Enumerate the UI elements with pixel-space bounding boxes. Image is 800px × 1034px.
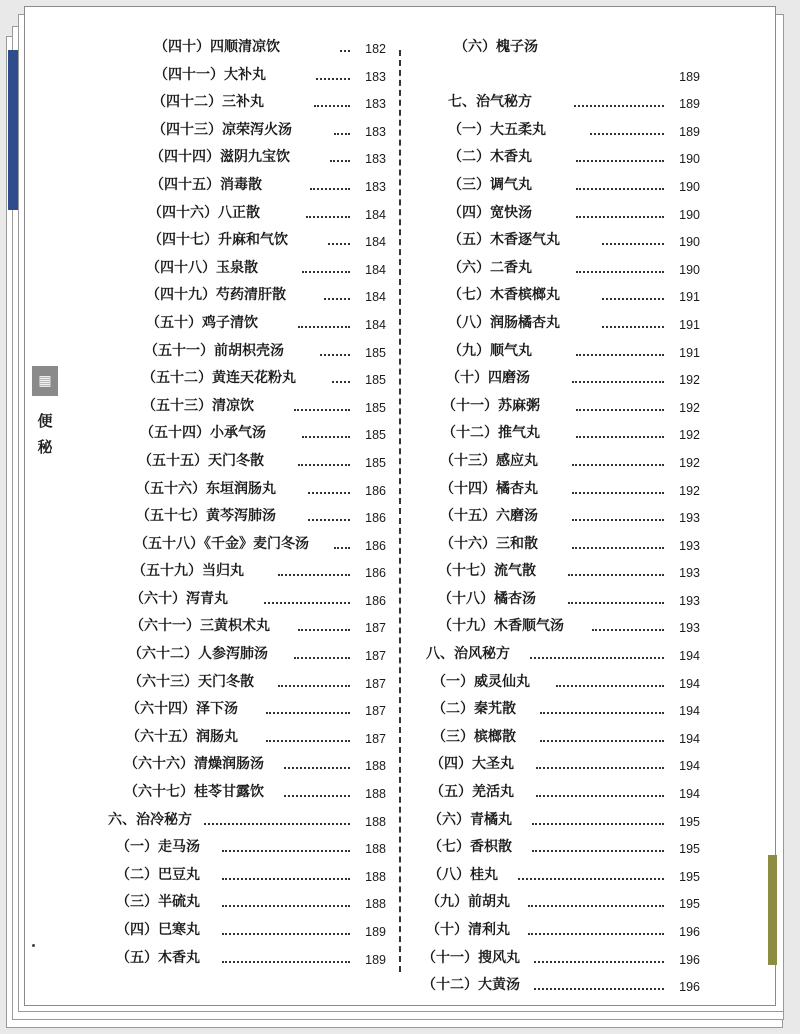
toc-leader-dots [334,121,350,135]
toc-entry[interactable] [104,560,386,588]
toc-entry[interactable] [416,257,700,285]
toc-entry-title: （六十六）清燥润肠汤 [124,756,264,773]
toc-leader-dots [222,893,350,907]
toc-entry-title: （十一）苏麻粥 [442,397,540,414]
toc-page-number: 193 [679,566,700,581]
toc-entry[interactable] [416,202,700,230]
toc-entry-title: （四十九）芍药清肝散 [146,287,286,304]
toc-page-number: 184 [365,207,386,222]
toc-page-number: 191 [679,317,700,332]
toc-entry[interactable] [104,836,386,864]
toc-entry-title: （五十一）前胡枳壳汤 [144,342,284,359]
toc-entry-title: （五）木香逐气丸 [448,232,560,249]
toc-entry[interactable] [104,809,386,837]
toc-page-number: 194 [679,649,700,664]
toc-page-number: 192 [679,373,700,388]
toc-entry-title: （五）羌活丸 [430,784,514,801]
seal-icon: ▦ [32,366,58,396]
toc-entry-title: （三）槟榔散 [432,728,516,745]
toc-leader-dots [532,811,664,825]
toc-entry[interactable] [416,64,700,92]
toc-page-number: 186 [365,566,386,581]
toc-page-number: 188 [365,842,386,857]
toc-entry[interactable] [416,726,700,754]
toc-page-number: 182 [365,42,386,56]
toc-entry[interactable] [104,367,386,395]
toc-entry[interactable] [416,560,700,588]
toc-entry[interactable] [416,284,700,312]
toc-entry-title: （四十四）滋阴九宝饮 [150,149,290,166]
toc-entry[interactable] [104,257,386,285]
toc-entry[interactable] [104,284,386,312]
toc-page-number: 185 [365,455,386,470]
toc-entry[interactable] [104,698,386,726]
toc-entry[interactable] [104,91,386,119]
toc-entry[interactable] [416,974,700,1002]
toc-entry[interactable] [416,229,700,257]
toc-page-number: 189 [679,97,700,112]
toc-page-number: 194 [679,759,700,774]
toc-right-column [416,36,700,1002]
toc-entry[interactable] [416,919,700,947]
toc-entry-title: （四十一）大补丸 [154,66,266,83]
toc-page-number: 184 [365,317,386,332]
toc-entry-title: （十）清利丸 [426,922,510,938]
toc-page-number: 186 [365,593,386,608]
toc-entry[interactable] [104,864,386,892]
toc-page-number: 194 [679,787,700,802]
toc-leader-dots [302,259,350,273]
toc-page-number: 195 [679,814,700,829]
toc-leader-dots [592,617,664,631]
toc-entry[interactable] [104,781,386,809]
margin-dot [32,944,35,947]
toc-leader-dots [576,259,664,273]
toc-entry-title: （四十）四顺清凉饮 [154,39,280,55]
toc-leader-dots [284,783,350,797]
toc-leader-dots [332,369,350,383]
toc-leader-dots [536,755,664,769]
toc-page-number: 191 [679,290,700,305]
toc-entry[interactable] [104,340,386,368]
toc-entry-title: 八、治风秘方 [426,646,510,663]
toc-entry-title: （十一）搜风丸 [422,949,520,966]
toc-entry[interactable] [104,36,386,64]
toc-page-number: 192 [679,400,700,415]
book-edge-olive [768,855,777,965]
toc-entry[interactable] [416,422,700,450]
toc-entry-title: （六十三）天门冬散 [128,673,254,690]
toc-entry-title: （十二）推气丸 [442,425,540,442]
toc-page-number: 192 [679,455,700,470]
toc-entry-title: （五十二）黄连天花粉丸 [142,370,296,387]
toc-entry[interactable] [416,781,700,809]
toc-entry[interactable] [104,753,386,781]
toc-page-number: 184 [365,235,386,250]
toc-entry[interactable] [416,36,700,64]
toc-leader-dots [572,480,664,494]
toc-entry-title: （四十二）三补丸 [152,94,264,111]
toc-entry-title: （十三）感应丸 [440,452,538,469]
toc-entry-title: （六十二）人参泻肺汤 [128,646,268,663]
toc-entry[interactable] [104,64,386,92]
toc-page-number: 188 [365,759,386,774]
toc-entry[interactable] [416,450,700,478]
toc-leader-dots [294,397,350,411]
toc-leader-dots [576,176,664,190]
toc-entry[interactable] [416,753,700,781]
toc-page-number: 183 [365,152,386,167]
toc-leader-dots [534,976,664,990]
toc-leader-dots [222,866,350,880]
toc-entry[interactable] [416,340,700,368]
toc-entry[interactable] [416,891,700,919]
toc-page-number: 193 [679,593,700,608]
toc-entry-title: （一）走马汤 [116,839,200,856]
toc-entry[interactable] [104,671,386,699]
toc-leader-dots [536,783,664,797]
toc-entry[interactable] [416,312,700,340]
toc-leader-dots [590,121,664,135]
toc-leader-dots [302,424,350,438]
toc-entry-title: （三）调气丸 [448,176,532,193]
toc-leader-dots [572,369,664,383]
toc-page-number: 185 [365,400,386,415]
toc-page-number: 185 [365,345,386,360]
toc-page-number: 194 [679,676,700,691]
toc-entry[interactable] [104,422,386,450]
toc-entry-title: （十六）三和散 [440,535,538,552]
toc-entry-title: （四）巳寒丸 [116,922,200,938]
toc-entry-title: （六十七）桂苓甘露饮 [124,784,264,801]
toc-leader-dots [528,893,664,907]
toc-entry[interactable] [416,174,700,202]
toc-entry[interactable] [416,836,700,864]
toc-entry-title: （六）槐子汤 [454,39,538,55]
toc-leader-dots [308,480,350,494]
toc-page-number: 187 [365,649,386,664]
book-edge-blue [8,50,18,210]
toc-page-number: 183 [365,69,386,84]
toc-entry-title: （六十五）润肠丸 [126,728,238,745]
toc-page-number: 185 [365,373,386,388]
toc-entry[interactable] [104,229,386,257]
toc-page-number: 188 [365,814,386,829]
toc-entry[interactable] [416,146,700,174]
toc-entry-title: （五十八）《千金》麦门冬汤 [134,535,309,552]
toc-page-number: 188 [365,869,386,884]
toc-entry-title: （十八）橘杏汤 [438,590,536,607]
toc-page-number: 196 [679,952,700,967]
toc-leader-dots [528,921,664,935]
toc-entry[interactable] [416,643,700,671]
toc-page-number: 190 [679,235,700,250]
toc-entry-title: （六十四）泽下汤 [126,701,238,718]
toc-page-number: 196 [679,980,700,995]
toc-entry-title: （七）木香槟榔丸 [448,287,560,304]
toc-entry[interactable] [104,450,386,478]
toc-entry-title: （五十四）小承气汤 [140,425,266,442]
toc-leader-dots [568,590,664,604]
toc-page-number: 185 [365,428,386,443]
toc-entry-title: （二）巴豆丸 [116,866,200,883]
toc-leader-dots [222,949,350,963]
toc-page-number: 186 [365,538,386,553]
toc-entry-title: （一）大五柔丸 [448,121,546,138]
toc-entry-title: （三）半硫丸 [116,894,200,911]
toc-page-number: 189 [679,69,700,84]
toc-entry[interactable] [416,809,700,837]
toc-entry[interactable] [416,588,700,616]
toc-entry[interactable] [416,671,700,699]
toc-page-number: 193 [679,621,700,636]
toc-entry-title: （四）大圣丸 [430,756,514,773]
toc-leader-dots [576,148,664,162]
toc-page-number: 193 [679,511,700,526]
toc-entry-title: （十七）流气散 [438,563,536,580]
toc-page-number: 195 [679,842,700,857]
toc-leader-dots [572,452,664,466]
toc-entry-title: （九）前胡丸 [426,894,510,911]
toc-entry-title: （五十）鸡子清饮 [146,314,258,331]
toc-leader-dots [540,728,664,742]
toc-entry-title: （九）顺气丸 [448,342,532,359]
toc-entry-title: （五十六）东垣润肠丸 [136,480,276,497]
toc-leader-dots [602,286,664,300]
toc-page-number: 190 [679,207,700,222]
toc-entry[interactable] [104,505,386,533]
toc-page-number: 189 [365,952,386,967]
toc-entry[interactable] [416,119,700,147]
toc-leader-dots [278,673,350,687]
toc-leader-dots [308,507,350,521]
toc-entry-title: （五十五）天门冬散 [138,452,264,469]
toc-entry-title: （五十九）当归丸 [132,563,244,580]
toc-entry-title: （十）四磨汤 [446,370,530,387]
toc-entry[interactable] [104,643,386,671]
toc-page-number: 194 [679,704,700,719]
toc-entry-title: （十二）大黄汤 [422,977,520,994]
toc-entry[interactable] [416,533,700,561]
toc-entry-title: （四十六）八正散 [148,204,260,221]
toc-page-number: 187 [365,704,386,719]
toc-page-number: 195 [679,897,700,912]
toc-entry[interactable] [416,91,700,119]
toc-leader-dots [284,755,350,769]
toc-page-number: 191 [679,345,700,360]
toc-leader-dots [576,342,664,356]
toc-entry[interactable] [104,119,386,147]
toc-entry[interactable] [104,202,386,230]
toc-leader-dots [602,314,664,328]
toc-page-number: 183 [365,124,386,139]
toc-page-number: 193 [679,538,700,553]
toc-entry-title: （五十七）黄芩泻肺汤 [136,508,276,525]
toc-leader-dots [306,204,350,218]
toc-page-number: 184 [365,262,386,277]
toc-leader-dots [266,728,350,742]
toc-page-number: 190 [679,179,700,194]
toc-left-column [104,36,386,974]
toc-entry-title: （一）威灵仙丸 [432,673,530,690]
toc-page-number: 192 [679,483,700,498]
toc-entry[interactable] [416,947,700,975]
toc-entry-title: （六十）泻青丸 [130,590,228,607]
toc-entry[interactable] [104,919,386,947]
toc-leader-dots [204,811,350,825]
toc-entry-title: （四）宽快汤 [448,204,532,221]
toc-entry[interactable] [104,588,386,616]
toc-leader-dots [222,921,350,935]
toc-leader-dots [568,562,664,576]
toc-leader-dots [298,617,350,631]
toc-entry-title: （十九）木香顺气汤 [438,618,564,635]
toc-page-number: 186 [365,483,386,498]
toc-page-number: 187 [365,621,386,636]
toc-leader-dots [264,590,350,604]
toc-leader-dots [278,562,350,576]
toc-entry-title: （四十八）玉泉散 [146,259,258,276]
toc-entry[interactable] [104,726,386,754]
toc-leader-dots [532,838,664,852]
toc-entry[interactable] [104,395,386,423]
toc-page-number: 189 [365,925,386,939]
toc-leader-dots [576,397,664,411]
toc-leader-dots [518,866,664,880]
toc-page-number: 183 [365,97,386,112]
toc-page-number: 188 [365,787,386,802]
toc-entry[interactable] [416,505,700,533]
side-section-label: 便秘 [37,412,53,456]
toc-entry-title: （二）木香丸 [448,149,532,166]
toc-page-number: 195 [679,869,700,884]
toc-entry-title: （二）秦艽散 [432,701,516,718]
toc-entry[interactable] [416,478,700,506]
toc-page-number: 196 [679,925,700,939]
toc-entry-title: （五十三）清凉饮 [142,397,254,414]
toc-leader-dots [334,535,350,549]
toc-entry[interactable] [104,478,386,506]
toc-entry-title: （十五）六磨汤 [440,508,538,525]
toc-leader-dots [540,700,664,714]
toc-entry-title: （八）桂丸 [428,866,498,883]
toc-leader-dots [298,452,350,466]
toc-entry-title: （六）二香丸 [448,259,532,276]
toc-leader-dots [294,645,350,659]
toc-page-number: 186 [365,511,386,526]
toc-entry-title: 六、治冷秘方 [108,811,192,828]
toc-entry[interactable] [104,146,386,174]
toc-leader-dots [324,286,350,300]
toc-page-number: 187 [365,676,386,691]
toc-leader-dots [556,673,664,687]
toc-entry[interactable] [416,395,700,423]
toc-entry-title: （十四）橘杏丸 [440,480,538,497]
toc-entry[interactable] [416,615,700,643]
toc-entry-title: （四十五）消毒散 [150,176,262,193]
toc-page-number: 183 [365,179,386,194]
toc-leader-dots [222,838,350,852]
toc-entry[interactable] [104,891,386,919]
toc-leader-dots [572,507,664,521]
toc-leader-dots [576,424,664,438]
toc-leader-dots [266,700,350,714]
toc-leader-dots [572,535,664,549]
toc-entry-title: （五）木香丸 [116,949,200,966]
toc-leader-dots [328,231,350,245]
toc-leader-dots [602,231,664,245]
toc-entry[interactable] [104,533,386,561]
toc-leader-dots [320,342,350,356]
toc-leader-dots [310,176,350,190]
toc-leader-dots [316,66,350,80]
toc-entry[interactable] [416,367,700,395]
toc-entry-title: （八）润肠橘杏丸 [448,314,560,331]
toc-entry-title: 七、治气秘方 [448,94,532,111]
toc-leader-dots [530,645,664,659]
toc-entry-title: （六十一）三黄枳术丸 [130,618,270,635]
toc-entry[interactable] [104,312,386,340]
toc-leader-dots [534,949,664,963]
toc-entry-title: （七）香枳散 [428,839,512,856]
toc-page-number: 189 [679,124,700,139]
toc-page-number: 184 [365,290,386,305]
toc-page-number: 190 [679,152,700,167]
toc-entry[interactable] [104,615,386,643]
toc-entry-title: （六）青橘丸 [428,811,512,828]
toc-leader-dots [298,314,350,328]
toc-leader-dots [576,204,664,218]
toc-leader-dots [340,38,350,52]
toc-entry-title: （四十三）凉荣泻火汤 [152,121,292,138]
toc-entry[interactable] [416,698,700,726]
toc-page-number: 187 [365,731,386,746]
toc-page-number: 188 [365,897,386,912]
toc-entry-title: （四十七）升麻和气饮 [148,232,288,249]
toc-page-number: 192 [679,428,700,443]
toc-entry[interactable] [416,864,700,892]
toc-entry[interactable] [104,947,386,975]
toc-page-number: 194 [679,731,700,746]
toc-entry[interactable] [104,174,386,202]
column-divider [399,50,401,972]
toc-leader-dots [314,93,350,107]
toc-page-number: 190 [679,262,700,277]
toc-leader-dots [330,148,350,162]
toc-leader-dots [574,93,664,107]
